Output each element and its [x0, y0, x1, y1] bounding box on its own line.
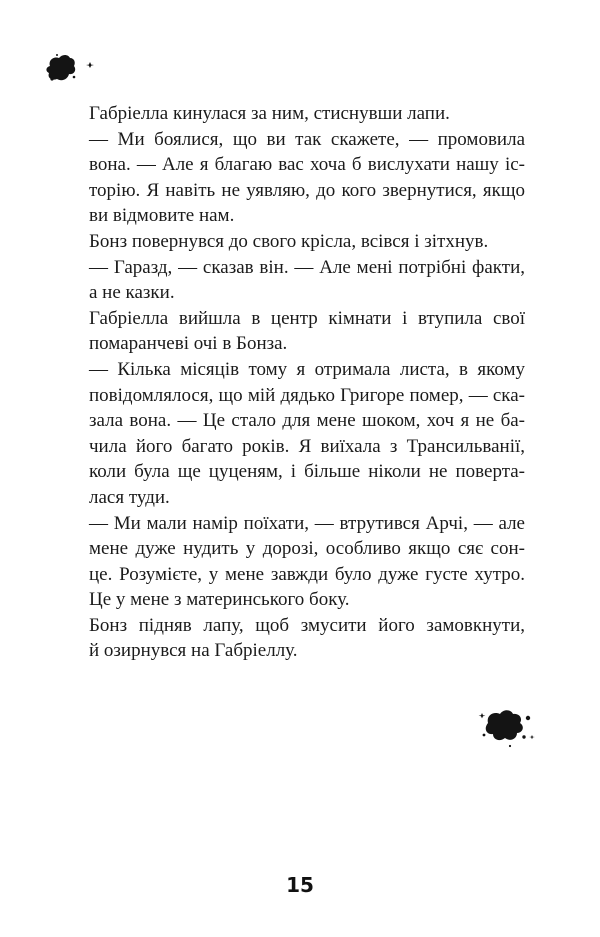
paragraph	[89, 613, 525, 664]
text-line: — Ми боялися, що ви так скажете, — промовила	[89, 128, 525, 150]
text-line: — Гаразд, — сказав він. — Але мені потрібні факти,	[89, 256, 525, 278]
text-line: й озирнувся на Габріеллу.	[89, 640, 298, 662]
text-line: — Ми мали намір поїхати, — втрутився Арчі, — але	[89, 512, 525, 534]
text-line: чила його багато років. Я виїхала з Трансильванії,	[89, 435, 525, 457]
text-line: мене дуже нудить у дорозі, особливо якщо сяє сон-	[89, 538, 525, 560]
text-line: Це у мене з материнського боку.	[89, 589, 350, 611]
text-line: — Кілька місяців тому я отримала листа, в якому	[89, 358, 525, 380]
text-line: ви відмовите нам.	[89, 205, 235, 227]
paragraph	[89, 101, 525, 127]
ink-blot-icon	[474, 705, 540, 749]
text-line: а не казки.	[89, 282, 175, 304]
paragraph	[89, 255, 525, 306]
text-line: повідомлялося, що мій дядько Григоре помер, — ска-	[89, 384, 525, 406]
page-body	[89, 101, 525, 664]
text-line: вона. — Але я благаю вас хоча б вислухати нашу іс-	[89, 154, 525, 176]
paragraph	[89, 306, 525, 357]
ink-blot-icon	[44, 52, 100, 86]
text-line: зала вона. — Це стало для мене шоком, хоч я не ба-	[89, 410, 525, 432]
text-line: Бонз підняв лапу, щоб змусити його замовкнути,	[89, 614, 525, 636]
text-line: Габріелла вийшла в центр кімнати і втупила свої	[89, 307, 525, 329]
text-line: Габріелла кинулася за ним, стиснувши лапи.	[89, 103, 450, 124]
paragraph	[89, 127, 525, 229]
paragraph	[89, 357, 525, 511]
text-line: помаранчеві очі в Бонза.	[89, 333, 288, 355]
text-line: Бонз повернувся до свого крісла, всівся і зітхнув.	[89, 230, 489, 252]
paragraph	[89, 511, 525, 613]
paragraph	[89, 229, 525, 255]
page-number: 15	[286, 873, 314, 897]
text-line: торію. Я навіть не уявляю, до кого звернутися, якщо	[89, 179, 525, 201]
text-line: це. Розумієте, у мене завжди було дуже густе хутро.	[89, 563, 525, 585]
text-line: лася туди.	[89, 486, 170, 508]
text-line: коли була ще цуценям, і більше ніколи не поверта-	[89, 461, 525, 483]
